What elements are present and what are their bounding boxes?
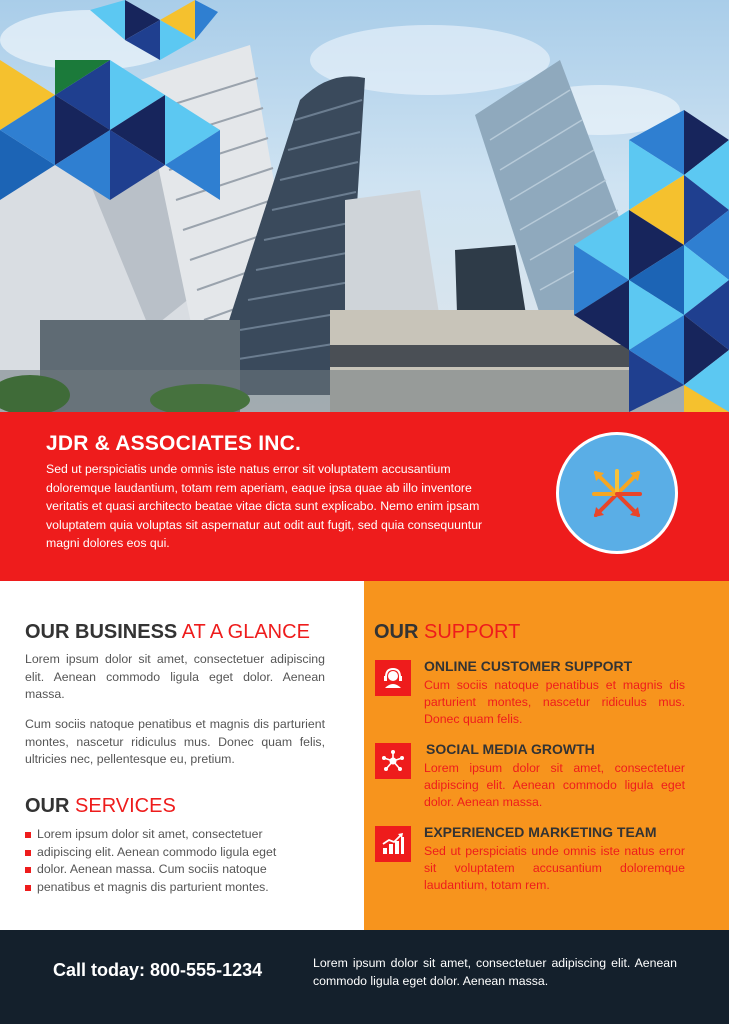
starburst-arrows-icon [592, 469, 642, 519]
support-item-title: ONLINE CUSTOMER SUPPORT [424, 658, 633, 674]
support-item-text: Sed ut perspiciatis unde omnis iste natus error sit voluptatem accusantium doloremque laudantium, totam rem. [424, 844, 685, 892]
bullet-square-icon [25, 832, 31, 838]
bullet-square-icon [25, 885, 31, 891]
headset-icon [381, 666, 405, 690]
list-item: penatibus et magnis dis parturient montes. [25, 879, 307, 897]
company-description: Sed ut perspiciatis unde omnis iste natus error sit voluptatem accusantium doloremque laudantium, totam rem aperiam, eaque ipsa quae ab illo inventore veritatis et quasi architecto beatae vitae dicta sunt explicabo. Nemo enim ipsam voluptatem quia voluptas sit aspernatur aut odit aut fugit, sed quia consequuntur magni dolores eos qui. [46, 462, 483, 550]
list-item: adipiscing elit. Aenean commodo ligula eget [25, 844, 307, 862]
hero-illustration [0, 0, 729, 412]
business-heading: OUR BUSINESS AT A GLANCE [25, 621, 310, 643]
services-list [25, 826, 307, 896]
bullet-square-icon [25, 850, 31, 856]
growth-chart-icon [381, 832, 405, 856]
services-heading: OUR SERVICES [25, 795, 176, 817]
support-item-text: Lorem ipsum dolor sit amet, consectetuer adipiscing elit. Aenean commodo ligula eget dolor. Aenean massa. [424, 761, 685, 809]
company-logo [556, 432, 678, 554]
business-paragraph-1: Lorem ipsum dolor sit amet, consectetuer adipiscing elit. Aenean commodo ligula eget dolor. Aenean massa. [25, 652, 325, 701]
bullet-square-icon [25, 867, 31, 873]
list-item: Lorem ipsum dolor sit amet, consectetuer [25, 826, 307, 844]
footer-text: Lorem ipsum dolor sit amet, consectetuer adipiscing elit. Aenean commodo ligula eget dolor. Aenean massa. [313, 956, 677, 988]
support-item-text: Cum sociis natoque penatibus et magnis dis parturient montes, nascetur ridiculus mus. Donec quam felis. [424, 678, 685, 726]
support-icon-box [375, 743, 411, 779]
company-name: JDR & ASSOCIATES INC. [46, 432, 302, 455]
support-icon-box [375, 826, 411, 862]
support-item-title: SOCIAL MEDIA GROWTH [426, 741, 595, 757]
network-nodes-icon [381, 749, 405, 773]
business-paragraph-2: Cum sociis natoque penatibus et magnis dis parturient montes, nascetur ridiculus mus. Donec quam felis, ultricies nec, pellentesque eu, pretium. [25, 717, 325, 766]
hero-city-photo [0, 0, 729, 412]
support-heading: OUR SUPPORT [374, 621, 521, 643]
list-item: dolor. Aenean massa. Cum sociis natoque [25, 861, 307, 879]
support-icon-box [375, 660, 411, 696]
call-to-action-phone: Call today: 800-555-1234 [53, 960, 263, 980]
support-item-title: EXPERIENCED MARKETING TEAM [424, 824, 657, 840]
